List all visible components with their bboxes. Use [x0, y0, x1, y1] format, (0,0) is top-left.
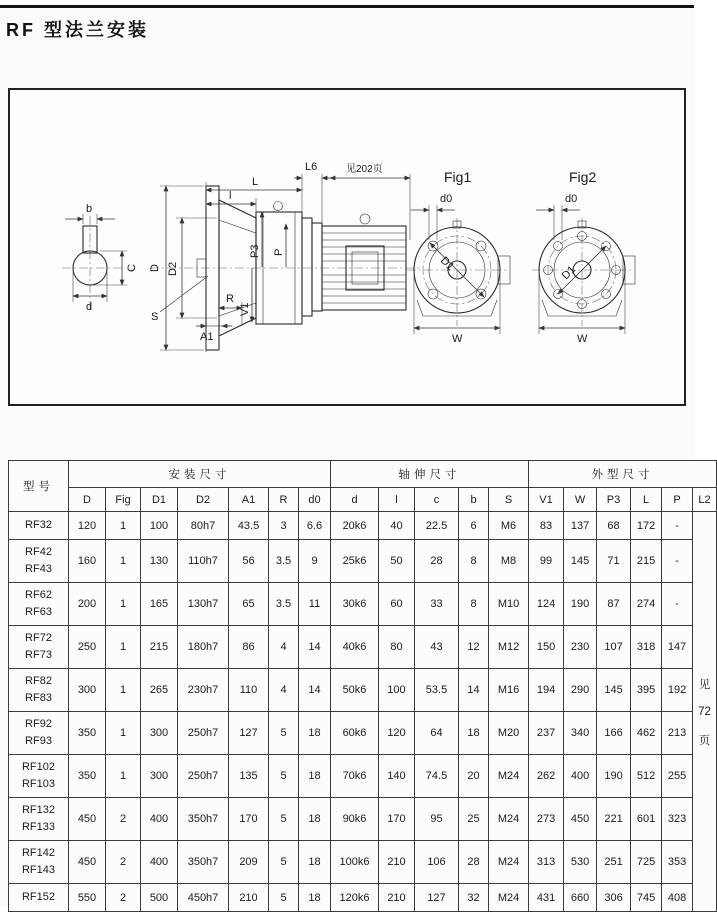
value-cell-D2: 110h7 [178, 540, 229, 583]
top-rule [0, 5, 694, 8]
value-cell-A1: 209 [229, 841, 269, 884]
model-cell [9, 512, 69, 540]
value-cell-d: 70k6 [331, 755, 379, 798]
value-cell-l: 210 [379, 884, 415, 912]
value-cell-P: 255 [662, 755, 693, 798]
model-name: RF103 [21, 778, 56, 790]
model-cell [9, 583, 69, 626]
value-cell-d0: 11 [299, 583, 331, 626]
dim-label-L: L [252, 176, 259, 188]
value-cell-D1: 165 [141, 583, 178, 626]
col-header-D: D [69, 488, 106, 512]
value-cell-l: 40 [379, 512, 415, 540]
value-cell-l: 60 [379, 583, 415, 626]
value-cell-D: 350 [69, 712, 106, 755]
technical-drawing [8, 88, 686, 406]
value-cell-d: 120k6 [331, 884, 379, 912]
value-cell-R: 4 [269, 626, 299, 669]
value-cell-P3: 145 [597, 669, 631, 712]
value-cell-A1: 43.5 [229, 512, 269, 540]
value-cell-l: 120 [379, 712, 415, 755]
value-cell-L: 318 [631, 626, 662, 669]
value-cell-d0: 14 [299, 626, 331, 669]
value-cell-A1: 65 [229, 583, 269, 626]
value-cell-L: 215 [631, 540, 662, 583]
table-row [9, 540, 717, 583]
value-cell-V1: 237 [529, 712, 564, 755]
col-header-V1: V1 [529, 488, 564, 512]
value-cell-D1: 400 [141, 798, 178, 841]
value-cell-Fig: 2 [106, 884, 141, 912]
value-cell-c: 64 [415, 712, 459, 755]
value-cell-d: 100k6 [331, 841, 379, 884]
value-cell-D2: 350h7 [178, 841, 229, 884]
value-cell-L: 274 [631, 583, 662, 626]
value-cell-D: 250 [69, 626, 106, 669]
model-name: RF132 [21, 803, 56, 816]
value-cell-P3: 87 [597, 583, 631, 626]
value-cell-D: 120 [69, 512, 106, 540]
table-row [9, 755, 717, 798]
value-cell-D1: 265 [141, 669, 178, 712]
value-cell-V1: 431 [529, 884, 564, 912]
model-name: RF32 [25, 518, 52, 531]
value-cell-c: 43 [415, 626, 459, 669]
col-header-P3: P3 [597, 488, 631, 512]
value-cell-V1: 99 [529, 540, 564, 583]
dim-label-L6: L6 [305, 161, 318, 173]
dim-label-P: P [273, 248, 285, 256]
value-cell-b: 8 [459, 583, 489, 626]
value-cell-V1: 313 [529, 841, 564, 884]
model-name: RF152 [21, 890, 56, 903]
value-cell-P: 213 [662, 712, 693, 755]
value-cell-R: 4 [269, 669, 299, 712]
value-cell-S: M12 [489, 626, 529, 669]
value-cell-R: 3 [269, 512, 299, 540]
value-cell-W: 660 [564, 884, 597, 912]
value-cell-D2: 180h7 [178, 626, 229, 669]
value-cell-D: 350 [69, 755, 106, 798]
model-cell [9, 669, 69, 712]
value-cell-D: 160 [69, 540, 106, 583]
group-header-install: 安装尺寸 [69, 461, 331, 488]
value-cell-D1: 215 [141, 626, 178, 669]
value-cell-c: 22.5 [415, 512, 459, 540]
value-cell-d: 20k6 [331, 512, 379, 540]
col-header-D1: D1 [141, 488, 178, 512]
value-cell-R: 3.5 [269, 540, 299, 583]
value-cell-c: 127 [415, 884, 459, 912]
value-cell-R: 5 [269, 884, 299, 912]
value-cell-P: 192 [662, 669, 693, 712]
value-cell-A1: 110 [229, 669, 269, 712]
value-cell-R: 5 [269, 755, 299, 798]
gearmotor-side-view [149, 161, 420, 352]
model-name: RF93 [25, 735, 52, 747]
l2-note-line: 72 [698, 705, 711, 718]
dim-label-A1: A1 [200, 331, 214, 343]
value-cell-P3: 190 [597, 755, 631, 798]
model-name: RF142 [21, 846, 56, 859]
value-cell-D2: 350h7 [178, 798, 229, 841]
value-cell-P3: 71 [597, 540, 631, 583]
value-cell-P: 353 [662, 841, 693, 884]
value-cell-S: M24 [489, 798, 529, 841]
dim-label-D2: D2 [167, 261, 179, 276]
value-cell-D2: 80h7 [178, 512, 229, 540]
value-cell-b: 25 [459, 798, 489, 841]
value-cell-c: 33 [415, 583, 459, 626]
value-cell-R: 5 [269, 798, 299, 841]
value-cell-D1: 130 [141, 540, 178, 583]
col-header-L2: L2 [693, 488, 717, 512]
col-header-b: b [459, 488, 489, 512]
dim-label-S: S [151, 311, 159, 323]
value-cell-Fig: 1 [106, 626, 141, 669]
value-cell-c: 74.5 [415, 755, 459, 798]
value-cell-P3: 166 [597, 712, 631, 755]
model-name: RF83 [25, 692, 52, 704]
value-cell-d0: 18 [299, 884, 331, 912]
value-cell-Fig: 2 [106, 798, 141, 841]
value-cell-D2: 230h7 [178, 669, 229, 712]
value-cell-P: 408 [662, 884, 693, 912]
value-cell-A1: 56 [229, 540, 269, 583]
value-cell-W: 340 [564, 712, 597, 755]
value-cell-S: M10 [489, 583, 529, 626]
value-cell-Fig: 1 [106, 669, 141, 712]
fig1-dim-label-W: W [452, 333, 463, 345]
value-cell-b: 32 [459, 884, 489, 912]
value-cell-L: 462 [631, 712, 662, 755]
value-cell-b: 20 [459, 755, 489, 798]
group-header-outline: 外型尺寸 [529, 461, 717, 488]
value-cell-A1: 127 [229, 712, 269, 755]
fig2-dim-label-W: W [577, 333, 588, 345]
value-cell-d0: 18 [299, 755, 331, 798]
dim-label-R: R [226, 293, 234, 305]
value-cell-c: 53.5 [415, 669, 459, 712]
model-cell [9, 712, 69, 755]
table-row [9, 583, 717, 626]
col-header-L: L [631, 488, 662, 512]
value-cell-Fig: 1 [106, 755, 141, 798]
value-cell-R: 3.5 [269, 583, 299, 626]
value-cell-D: 550 [69, 884, 106, 912]
value-cell-W: 530 [564, 841, 597, 884]
value-cell-Fig: 2 [106, 841, 141, 884]
value-cell-D: 200 [69, 583, 106, 626]
model-cell [9, 884, 69, 912]
model-cell [9, 626, 69, 669]
dim-label-l: l [229, 190, 232, 202]
value-cell-d: 90k6 [331, 798, 379, 841]
value-cell-b: 8 [459, 540, 489, 583]
value-cell-S: M24 [489, 884, 529, 912]
value-cell-d0: 14 [299, 669, 331, 712]
model-name: RF143 [21, 864, 56, 876]
fig1-title: Fig1 [444, 169, 472, 185]
value-cell-W: 400 [564, 755, 597, 798]
value-cell-A1: 135 [229, 755, 269, 798]
value-cell-V1: 124 [529, 583, 564, 626]
table-row [9, 798, 717, 841]
value-cell-W: 230 [564, 626, 597, 669]
value-cell-D2: 450h7 [178, 884, 229, 912]
value-cell-S: M24 [489, 841, 529, 884]
model-name: RF62 [25, 588, 52, 601]
value-cell-d0: 9 [299, 540, 331, 583]
model-column-header: 型号 [9, 461, 69, 512]
value-cell-Fig: 1 [106, 540, 141, 583]
value-cell-L: 745 [631, 884, 662, 912]
col-header-d: d [331, 488, 379, 512]
fig1-front-view [407, 169, 510, 345]
value-cell-A1: 170 [229, 798, 269, 841]
model-name: RF102 [21, 760, 56, 773]
value-cell-P3: 306 [597, 884, 631, 912]
value-cell-d0: 18 [299, 841, 331, 884]
model-cell [9, 755, 69, 798]
value-cell-W: 137 [564, 512, 597, 540]
value-cell-d0: 6.6 [299, 512, 331, 540]
value-cell-L: 725 [631, 841, 662, 884]
value-cell-V1: 194 [529, 669, 564, 712]
model-name: RF82 [25, 674, 52, 687]
value-cell-P3: 68 [597, 512, 631, 540]
value-cell-l: 140 [379, 755, 415, 798]
value-cell-b: 12 [459, 626, 489, 669]
value-cell-c: 95 [415, 798, 459, 841]
value-cell-b: 14 [459, 669, 489, 712]
table-row [9, 626, 717, 669]
col-header-l: l [379, 488, 415, 512]
value-cell-V1: 273 [529, 798, 564, 841]
col-header-A1: A1 [229, 488, 269, 512]
model-name: RF42 [25, 545, 52, 558]
value-cell-V1: 262 [529, 755, 564, 798]
fig1-dim-label-D1: D1 [437, 254, 457, 274]
group-header-shaft: 轴伸尺寸 [331, 461, 529, 488]
value-cell-Fig: 1 [106, 512, 141, 540]
value-cell-S: M16 [489, 669, 529, 712]
value-cell-D: 450 [69, 798, 106, 841]
value-cell-l: 80 [379, 626, 415, 669]
l2-note-line: 见 [698, 678, 711, 691]
value-cell-P3: 221 [597, 798, 631, 841]
value-cell-P: 323 [662, 798, 693, 841]
gearmotor-drawing [10, 90, 684, 404]
value-cell-L: 512 [631, 755, 662, 798]
value-cell-S: M6 [489, 512, 529, 540]
value-cell-b: 18 [459, 712, 489, 755]
value-cell-L: 601 [631, 798, 662, 841]
value-cell-Fig: 1 [106, 583, 141, 626]
value-cell-D1: 300 [141, 712, 178, 755]
l2-note-cell [693, 512, 717, 912]
value-cell-P3: 251 [597, 841, 631, 884]
value-cell-S: M24 [489, 755, 529, 798]
value-cell-D1: 500 [141, 884, 178, 912]
value-cell-l: 210 [379, 841, 415, 884]
page-title: RF 型法兰安装 [6, 20, 149, 40]
col-header-c: c [415, 488, 459, 512]
value-cell-D2: 250h7 [178, 755, 229, 798]
fig2-dim-label-D1: D1 [559, 263, 579, 283]
model-name: RF92 [25, 717, 52, 730]
model-cell [9, 798, 69, 841]
value-cell-S: M20 [489, 712, 529, 755]
value-cell-V1: 150 [529, 626, 564, 669]
table-row [9, 884, 717, 912]
fig2-front-view [532, 169, 635, 345]
value-cell-D: 450 [69, 841, 106, 884]
value-cell-l: 100 [379, 669, 415, 712]
value-cell-c: 28 [415, 540, 459, 583]
col-header-D2: D2 [178, 488, 229, 512]
value-cell-d0: 18 [299, 798, 331, 841]
table-row [9, 712, 717, 755]
value-cell-Fig: 1 [106, 712, 141, 755]
col-header-Fig: Fig [106, 488, 141, 512]
shaft-section-view [62, 203, 138, 313]
dim-label-b: b [86, 203, 93, 215]
value-cell-S: M8 [489, 540, 529, 583]
value-cell-D2: 130h7 [178, 583, 229, 626]
col-header-R: R [269, 488, 299, 512]
model-name: RF43 [25, 563, 52, 575]
col-header-P: P [662, 488, 693, 512]
dim-label-C: C [126, 264, 138, 272]
l2-note-line: 页 [698, 734, 711, 747]
value-cell-W: 290 [564, 669, 597, 712]
dimension-table [8, 460, 717, 912]
table-row [9, 669, 717, 712]
value-cell-d0: 18 [299, 712, 331, 755]
model-name: RF63 [25, 606, 52, 618]
value-cell-W: 145 [564, 540, 597, 583]
value-cell-P: 147 [662, 626, 693, 669]
table-row [9, 841, 717, 884]
value-cell-b: 6 [459, 512, 489, 540]
fig2-dim-label-d0: d0 [565, 193, 578, 205]
value-cell-W: 450 [564, 798, 597, 841]
col-header-d0: d0 [299, 488, 331, 512]
value-cell-D1: 300 [141, 755, 178, 798]
value-cell-R: 5 [269, 712, 299, 755]
value-cell-L: 172 [631, 512, 662, 540]
value-cell-V1: 83 [529, 512, 564, 540]
fig2-title: Fig2 [569, 169, 597, 185]
fig1-dim-label-d0: d0 [440, 193, 453, 205]
table-row [9, 512, 717, 540]
value-cell-d: 25k6 [331, 540, 379, 583]
model-name: RF133 [21, 821, 56, 833]
value-cell-d: 60k6 [331, 712, 379, 755]
value-cell-D1: 100 [141, 512, 178, 540]
value-cell-D1: 400 [141, 841, 178, 884]
col-header-W: W [564, 488, 597, 512]
model-name: RF72 [25, 631, 52, 644]
value-cell-A1: 210 [229, 884, 269, 912]
value-cell-d: 50k6 [331, 669, 379, 712]
value-cell-L: 395 [631, 669, 662, 712]
value-cell-W: 190 [564, 583, 597, 626]
value-cell-P: - [662, 540, 693, 583]
model-cell [9, 540, 69, 583]
dim-label-P3: P3 [249, 244, 261, 258]
value-cell-d: 30k6 [331, 583, 379, 626]
value-cell-D2: 250h7 [178, 712, 229, 755]
model-cell [9, 841, 69, 884]
col-header-S: S [489, 488, 529, 512]
value-cell-A1: 86 [229, 626, 269, 669]
see-page-note: 见202页 [346, 164, 383, 175]
value-cell-d: 40k6 [331, 626, 379, 669]
model-name: RF73 [25, 649, 52, 661]
value-cell-c: 106 [415, 841, 459, 884]
value-cell-R: 5 [269, 841, 299, 884]
value-cell-l: 50 [379, 540, 415, 583]
value-cell-P3: 107 [597, 626, 631, 669]
value-cell-P: - [662, 512, 693, 540]
value-cell-D: 300 [69, 669, 106, 712]
value-cell-P: - [662, 583, 693, 626]
dim-label-D: D [149, 264, 161, 272]
value-cell-b: 28 [459, 841, 489, 884]
value-cell-l: 170 [379, 798, 415, 841]
dim-label-d: d [86, 301, 93, 313]
dim-label-V1: V1 [239, 302, 251, 316]
